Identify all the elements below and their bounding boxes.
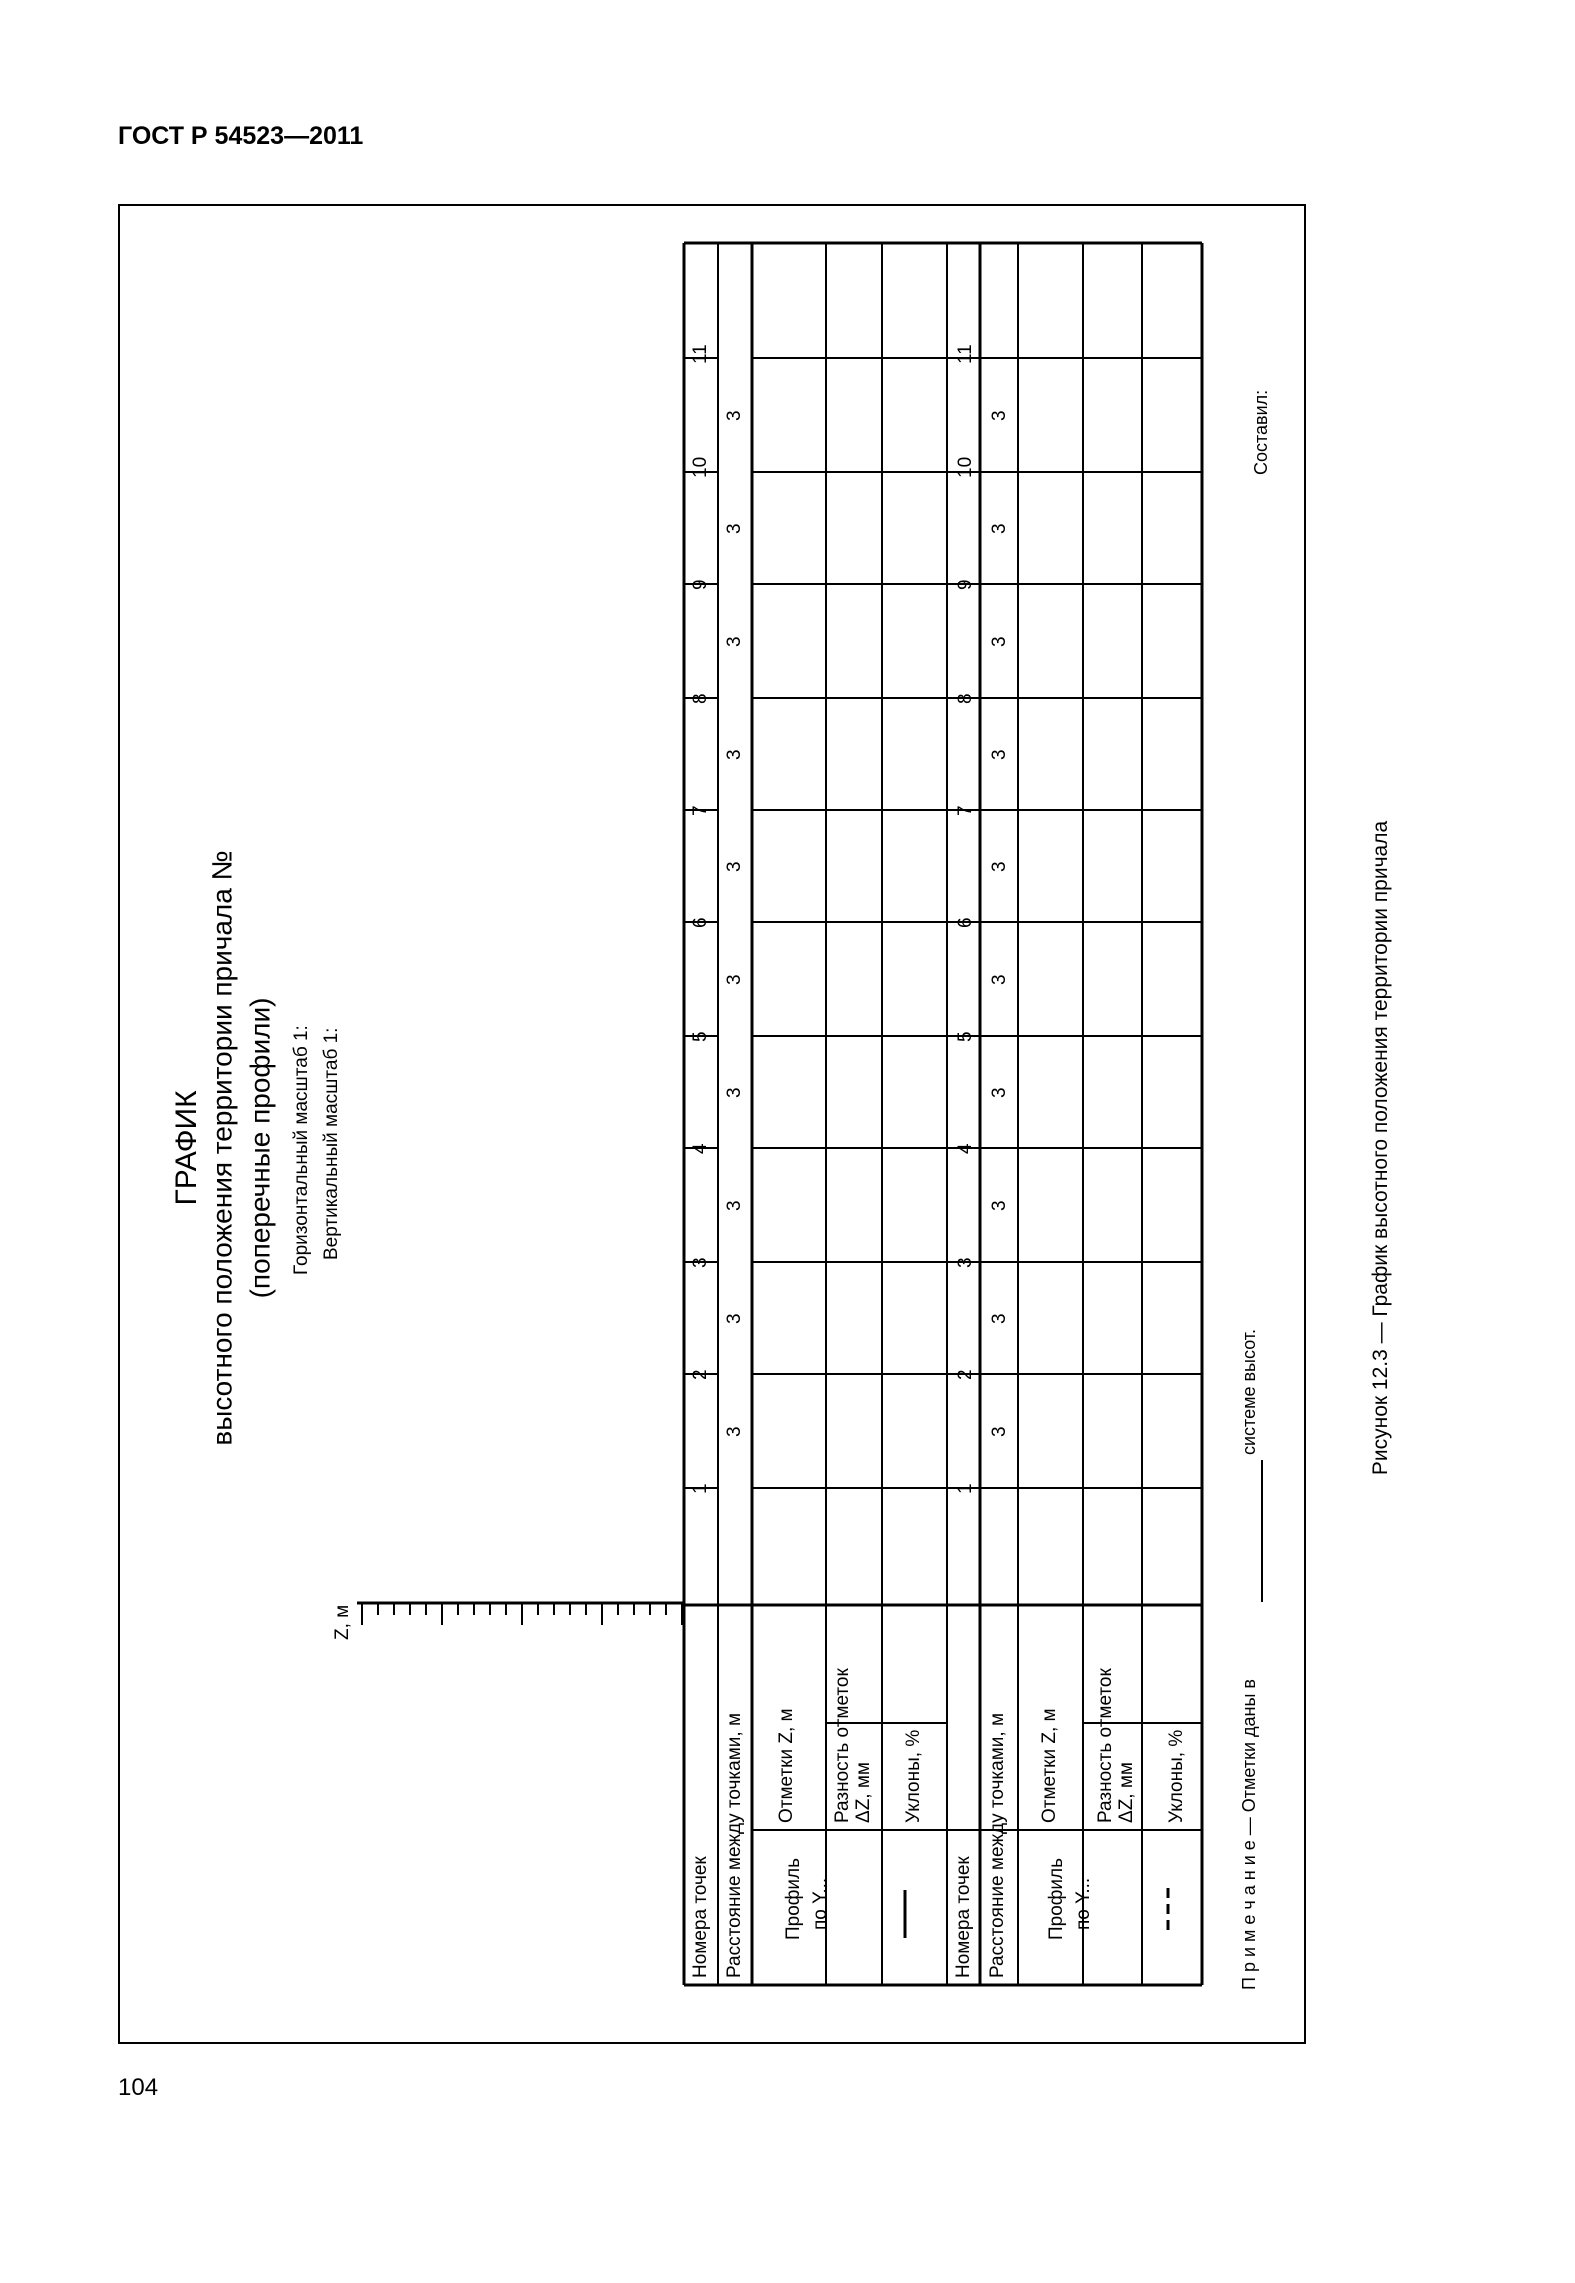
- point-number-1: 1: [955, 1483, 977, 1494]
- distance-value: 3: [989, 636, 1011, 647]
- point-number-4: 4: [955, 1143, 977, 1154]
- form-text: [170, 344, 1271, 1990]
- scale-horizontal: Горизонтальный масштаб 1:: [291, 1025, 313, 1275]
- document-code: ГОСТ Р 54523—2011: [118, 122, 364, 150]
- profile-label: Профиль: [1046, 1857, 1068, 1940]
- point-number-10: 10: [690, 456, 712, 478]
- row-label-points: Номера точек: [953, 1856, 975, 1978]
- note-suffix: системе высот.: [1238, 1328, 1259, 1455]
- distance-value: 3: [989, 974, 1011, 985]
- row-label-diff: Разность отметок: [832, 1668, 854, 1823]
- point-number-4: 4: [690, 1143, 712, 1154]
- page-number: 104: [118, 2074, 159, 2101]
- point-number-1: 1: [690, 1483, 712, 1494]
- profile-y-label: по Y...: [810, 1877, 832, 1930]
- point-number-2: 2: [955, 1369, 977, 1380]
- point-number-5: 5: [690, 1031, 712, 1042]
- point-number-8: 8: [690, 693, 712, 704]
- point-number-2: 2: [690, 1369, 712, 1380]
- row-label-points: Номера точек: [690, 1856, 712, 1978]
- point-number-5: 5: [955, 1031, 977, 1042]
- profile-y-label: по Y...: [1073, 1877, 1095, 1930]
- distance-value: 3: [724, 636, 746, 647]
- distance-value: 3: [724, 861, 746, 872]
- table-grid: [357, 243, 1262, 1985]
- point-number-8: 8: [955, 693, 977, 704]
- distance-value: 3: [989, 1200, 1011, 1211]
- distance-value: 3: [724, 974, 746, 985]
- point-number-6: 6: [955, 917, 977, 928]
- distance-value: 3: [724, 523, 746, 534]
- row-label-slopes: Уклоны, %: [1166, 1729, 1188, 1823]
- note-text: П р и м е ч а н и е — Отметки даны в: [1238, 1679, 1259, 1990]
- point-number-11: 11: [955, 344, 977, 364]
- profile-label: Профиль: [783, 1857, 805, 1940]
- distance-value: 3: [989, 1426, 1011, 1437]
- distance-value: 3: [724, 1087, 746, 1098]
- distance-value: 3: [989, 749, 1011, 760]
- distance-value: 3: [989, 861, 1011, 872]
- row-label-elevations: Отметки Z, м: [1039, 1708, 1061, 1823]
- point-number-9: 9: [955, 579, 977, 590]
- distance-value: 3: [724, 749, 746, 760]
- form-title-line2: высотного положения территории причала №: [206, 850, 238, 1446]
- distance-value: 3: [724, 410, 746, 421]
- distance-value: 3: [724, 1426, 746, 1437]
- point-number-10: 10: [955, 456, 977, 478]
- distance-value: 3: [989, 523, 1011, 534]
- point-number-7: 7: [955, 805, 977, 816]
- distance-value: 3: [989, 410, 1011, 421]
- form-title: ГРАФИК: [169, 1090, 203, 1206]
- distance-value: 3: [724, 1200, 746, 1211]
- compiled-by-label: Составил:: [1250, 389, 1271, 475]
- distance-value: 3: [724, 1313, 746, 1324]
- point-number-6: 6: [690, 917, 712, 928]
- point-number-3: 3: [690, 1257, 712, 1268]
- form-title-line3: (поперечные профили): [244, 997, 276, 1299]
- figure-caption: Рисунок 12.3 — График высотного положения территории причала: [1369, 820, 1392, 1476]
- distance-value: 3: [989, 1087, 1011, 1098]
- scale-vertical: Вертикальный масштаб 1:: [321, 1027, 343, 1260]
- row-label-distance: Расстояние между точками, м: [724, 1712, 746, 1978]
- row-label-diff-unit: ΔZ, мм: [1116, 1762, 1138, 1823]
- point-number-7: 7: [690, 805, 712, 816]
- row-label-slopes: Уклоны, %: [903, 1729, 925, 1823]
- z-axis-label: Z, м: [332, 1604, 354, 1640]
- row-label-elevations: Отметки Z, м: [776, 1708, 798, 1823]
- row-label-distance: Расстояние между точками, м: [987, 1712, 1009, 1978]
- point-number-9: 9: [690, 579, 712, 590]
- distance-value: 3: [989, 1313, 1011, 1324]
- row-label-diff-unit: ΔZ, мм: [853, 1762, 875, 1823]
- point-number-11: 11: [690, 344, 712, 364]
- point-number-3: 3: [955, 1257, 977, 1268]
- row-label-diff: Разность отметок: [1095, 1668, 1117, 1823]
